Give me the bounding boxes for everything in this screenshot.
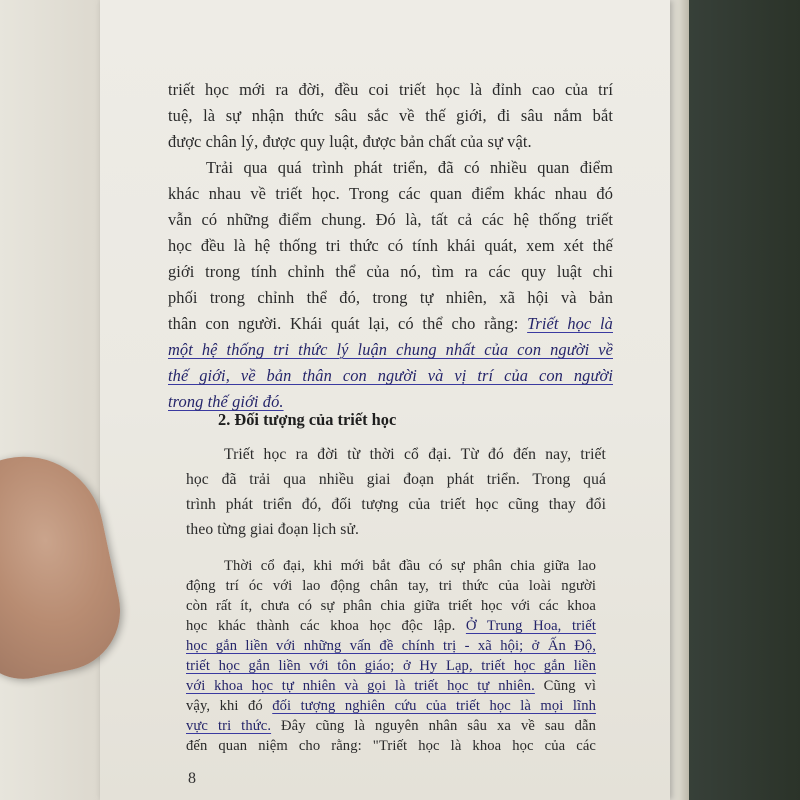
dark-cover-edge [680,0,800,800]
underlined-definition-line: trong thế giới đó. [168,392,284,411]
text-line: theo từng giai đoạn lịch sử. [186,521,360,538]
underlined-definition: Triết học là [527,314,613,333]
text-line: trình phát triển đó, đối tượng của triết học cũng thay đổi [186,496,606,513]
text-line: Triết học ra đời từ thời cổ đại. Từ đó đến nay, triết [224,446,606,463]
text-line: được chân lý, được quy luật, được bản chất của sự vật. [168,132,532,151]
text-line: tuệ, là sự nhận thức sâu sắc về thế giới, đi sâu nắm bắt [168,106,613,125]
text-line: phối trong chỉnh thể đó, trong tự nhiên, xã hội và bản [168,288,613,307]
text-span: Đây cũng là nguyên nhân sâu xa về sau dẫn [271,718,596,734]
text-line: khác nhau về triết học. Trong các quan điểm khác nhau đó [168,184,613,203]
underlined-phrase: vực tri thức. [186,718,272,734]
text-line: đến quan niệm cho rằng: "Triết học là khoa học của các [186,738,596,754]
text-line: Trải qua quá trình phát triển, đã có nhiều quan điểm [206,158,613,177]
text-line: còn rất ít, chưa có sự phân chia giữa triết học với các khoa [186,598,596,614]
section-heading: 2. Đối tượng của triết học [218,410,397,429]
text-line: học đã trải qua nhiều giai đoạn phát triển. Trong quá [186,471,606,488]
underlined-phrase: Ở Trung Hoa, triết [465,618,596,634]
underlined-line: học gắn liền với những vấn đề chính trị - xã hội; ở Ấn Độ, [186,638,596,654]
text-line: giới trong tính chỉnh thể của nó, tìm ra các quy luật chi [168,262,613,281]
underlined-phrase: đối tượng nghiên cứu của triết học là mọi lĩnh [272,698,596,714]
text-line: động trí óc với lao động chân tay, tri thức của loài người [186,578,596,594]
text-line [186,698,596,715]
text-span: Cũng vì [534,678,596,694]
text-line [186,718,596,735]
underlined-phrase: với khoa học tự nhiên và gọi là triết học tự nhiên. [186,678,535,694]
text-line: Thời cổ đại, khi mới bắt đầu có sự phân chia giữa lao [224,558,596,574]
text-span: học khác thành các khoa học độc lập. [186,618,466,634]
underlined-line: triết học gắn liền với tôn giáo; ở Hy Lạp, triết học gắn liền [186,658,596,674]
text-span: vậy, khi đó [186,698,273,714]
text-line: triết học mới ra đời, đều coi triết học là đỉnh cao của trí [168,80,613,99]
underlined-definition-line: một hệ thống tri thức lý luận chung nhất của con người về [168,340,613,359]
text-span: thân con người. Khái quát lại, có thể cho rằng: [168,314,528,333]
text-line: vẫn có những điểm chung. Đó là, tất cả các hệ thống triết [168,210,613,229]
page-number: 8 [188,770,196,787]
text-line: học đều là hệ thống tri thức có tính khái quát, xem xét thế [168,236,613,255]
text-line [186,618,596,635]
underlined-definition-line: thế giới, về bản thân con người và vị trí của con người [168,366,613,385]
text-line [168,314,613,334]
text-line [186,678,596,695]
